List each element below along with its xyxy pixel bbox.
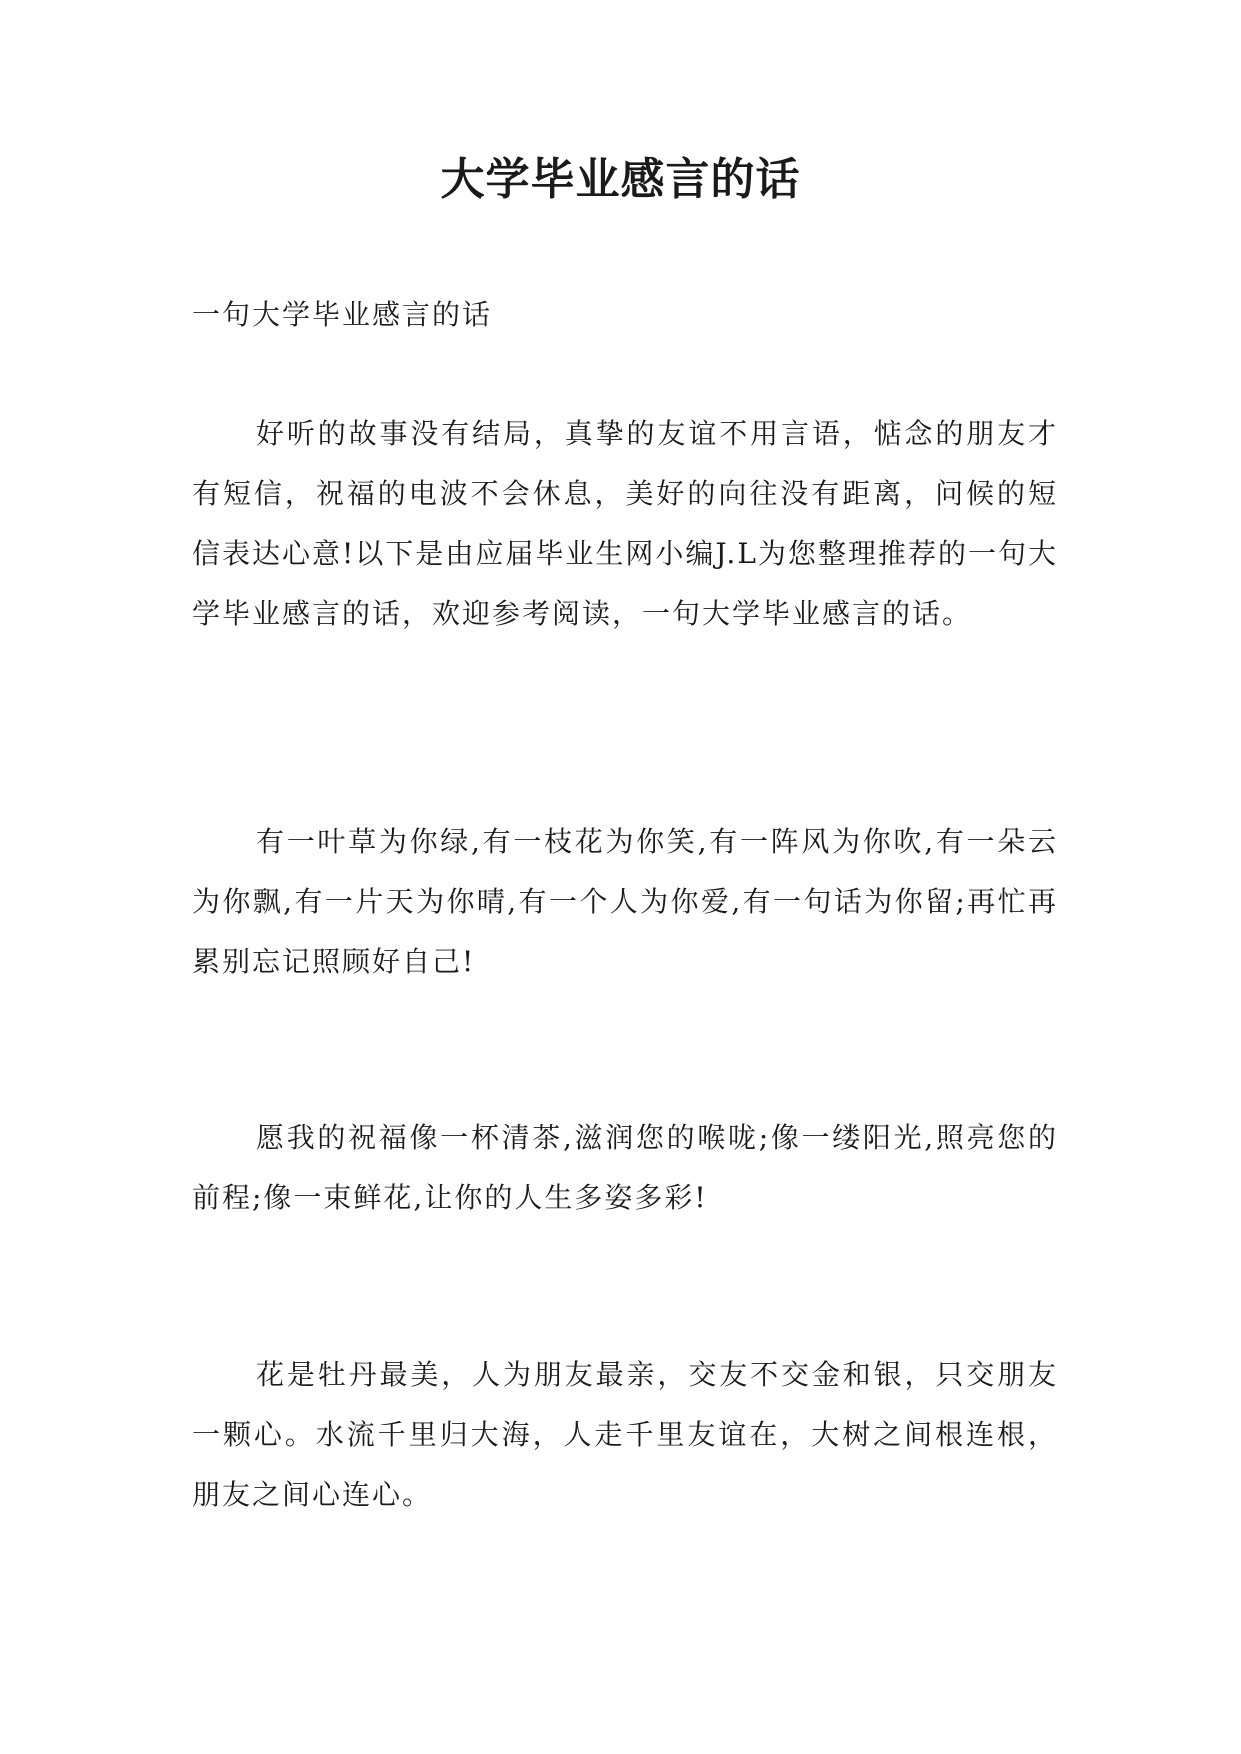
paragraph-quote-3: 花是牡丹最美，人为朋友最亲，交友不交金和银，只交朋友一颗心。水流千里归大海，人走千里友谊在，大树之间根连根，朋友之间心连心。 bbox=[192, 1358, 1058, 1511]
paragraph-quote-1: 有一叶草为你绿,有一枝花为你笑,有一阵风为你吹,有一朵云为你飘,有一片天为你晴,有一个人为你爱,有一句话为你留;再忙再累别忘记照顾好自己! bbox=[192, 825, 1058, 978]
document-title: 大学毕业感言的话 bbox=[440, 154, 801, 205]
paragraph-quote-2: 愿我的祝福像一杯清茶,滋润您的喉咙;像一缕阳光,照亮您的前程;像一束鲜花,让你的人生多姿多彩! bbox=[192, 1121, 1058, 1214]
paragraph-intro: 好听的故事没有结局，真挚的友谊不用言语，惦念的朋友才有短信，祝福的电波不会休息，美好的向往没有距离，问候的短信表达心意!以下是由应届毕业生网小编J.L为您整理推荐的一句大学毕业感言的话，欢迎参考阅读，一句大学毕业感言的话。 bbox=[192, 417, 1058, 630]
document-subtitle: 一句大学毕业感言的话 bbox=[192, 298, 493, 331]
